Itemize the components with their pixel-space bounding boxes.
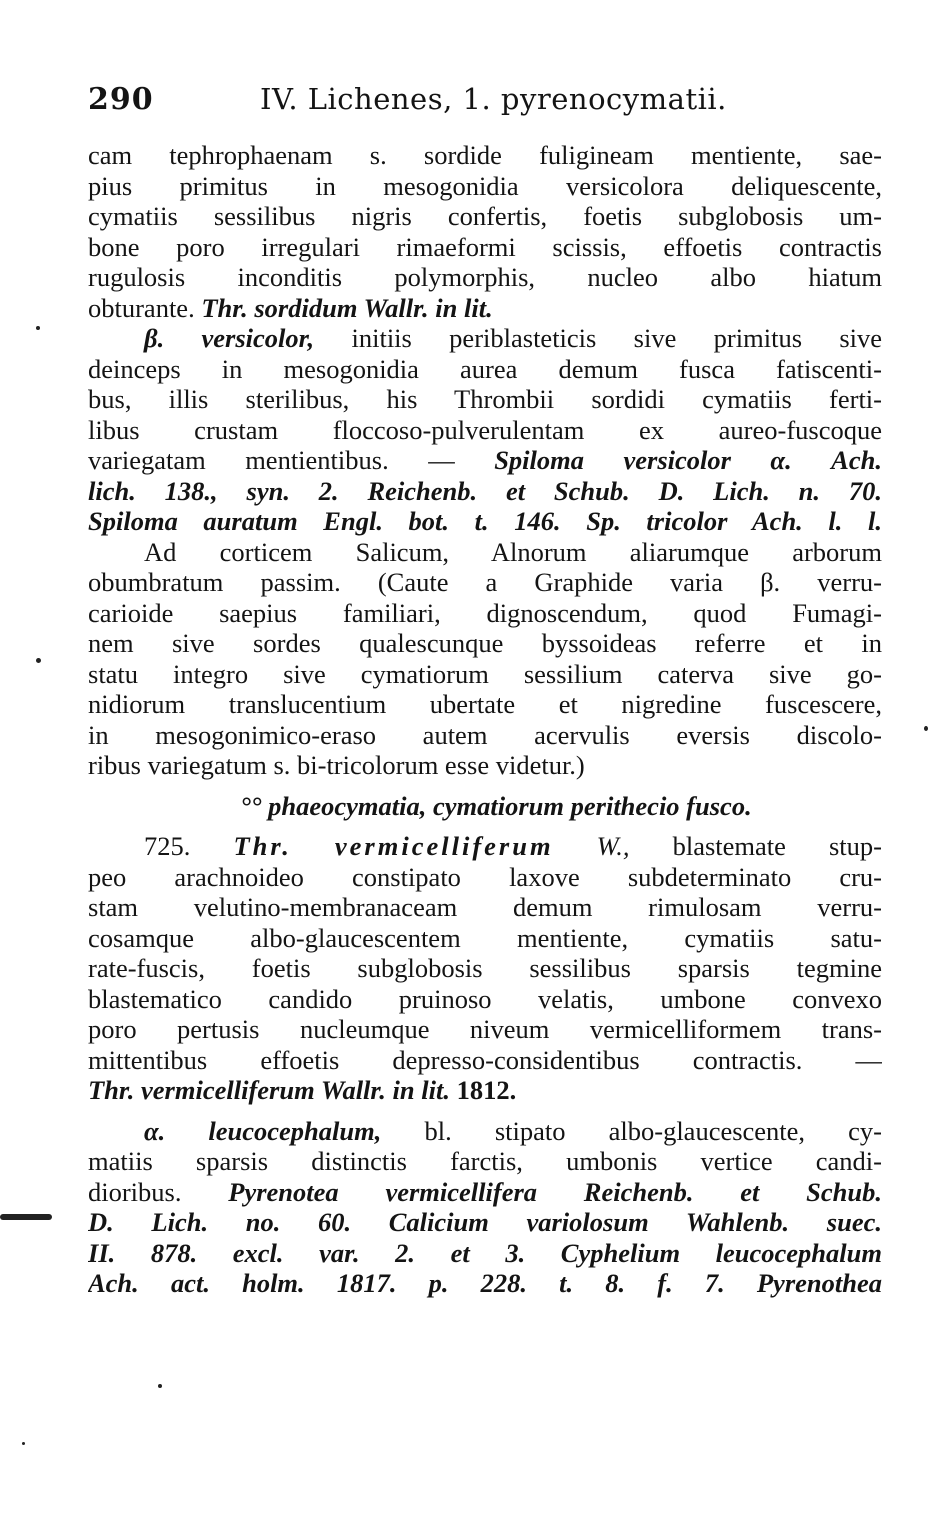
spacer bbox=[88, 821, 882, 831]
variety-name: α. leucocephalum, bbox=[144, 1115, 382, 1146]
text-line: D. Lich. no. 60. Calicium variolosum Wahlenb. suec. bbox=[88, 1207, 882, 1237]
text-line: poro pertusis nucleumque niveum vermicelliformem trans- bbox=[88, 1014, 882, 1044]
citation: Pyrenotea vermicellifera Reichenb. et Schub. bbox=[228, 1176, 882, 1207]
text-line: cymatiis sessilibus nigris confertis, foetis subglobosis um- bbox=[88, 201, 882, 231]
ink-speck bbox=[36, 658, 41, 663]
text-line: carioide saepius familiari, dignoscendum, quod Fumagi- bbox=[88, 597, 882, 628]
text-line bbox=[88, 323, 882, 354]
text-line: mittentibus effoetis depresso-considentibus contractis. — bbox=[88, 1044, 882, 1075]
year: 1812. bbox=[456, 1075, 517, 1105]
spacer bbox=[88, 781, 882, 791]
text-segment: dioribus. bbox=[88, 1176, 182, 1207]
variety-name: versicolor, bbox=[201, 323, 315, 353]
genus-name: Thr. bbox=[233, 831, 292, 861]
ink-speck bbox=[36, 326, 40, 330]
text-line: cosamque albo-glaucescentem mentiente, cymatiis satu- bbox=[88, 922, 882, 953]
citation: Spiloma versicolor α. Ach. bbox=[494, 445, 882, 475]
text-line bbox=[88, 1116, 882, 1147]
paragraph-thr-sordidum bbox=[88, 140, 882, 323]
text-line: blastematico candido pruinoso velatis, umbone convexo bbox=[88, 983, 882, 1014]
text-line: matiis sparsis distinctis farctis, umbonis vertice candi- bbox=[88, 1146, 882, 1176]
paragraph-habitat bbox=[88, 537, 882, 781]
species-name: vermicelliferum bbox=[334, 831, 554, 861]
ink-speck bbox=[158, 1384, 162, 1388]
text-line: Ad corticem Salicum, Alnorum aliarumque arborum bbox=[144, 536, 882, 567]
text-segment: initiis periblasteticis sive primitus sive bbox=[351, 323, 882, 353]
ink-speck bbox=[22, 1442, 25, 1445]
text-segment: blastemate stup- bbox=[672, 831, 882, 861]
spacer bbox=[88, 1106, 882, 1116]
text-line: cam tephrophaenam s. sordide fuligineam mentiente, sae- bbox=[88, 140, 882, 170]
text-line: bone poro irregulari rimaeformi scissis, effoetis contractis bbox=[88, 231, 882, 262]
paragraph-thr-vermicelliferum bbox=[88, 831, 882, 1106]
paragraph-variety-versicolor bbox=[88, 323, 882, 537]
text-line: stam velutino-membranaceam demum rimulosam verru- bbox=[88, 892, 882, 922]
text-line: lich. 138., syn. 2. Reichenb. et Schub. D. Lich. n. 70. bbox=[88, 475, 882, 506]
text-segment: obturante. bbox=[88, 292, 195, 323]
text-line: libus crustam floccoso-pulverulentam ex aureo-fuscoque bbox=[88, 414, 882, 445]
paragraph-variety-leucocephalum bbox=[88, 1116, 882, 1299]
running-title: IV. Lichenes, 1. pyrenocymatii. bbox=[260, 82, 727, 116]
page-body bbox=[88, 140, 882, 1299]
text-line: in mesogonimico-eraso autem acervulis eversis discolo- bbox=[88, 719, 882, 750]
text-line: Ach. act. holm. 1817. p. 228. t. 8. f. 7. Pyrenothea bbox=[88, 1268, 882, 1298]
text-line: deinceps in mesogonidia aurea demum fusca fatiscenti- bbox=[88, 353, 882, 384]
text-line: statu integro sive cymatiorum sessilium caterva sive go- bbox=[88, 658, 882, 689]
ink-speck bbox=[0, 1214, 52, 1220]
text-line bbox=[88, 831, 882, 862]
citation: Thr. vermicelliferum Wallr. in lit. bbox=[88, 1075, 450, 1105]
greek-marker: β. bbox=[144, 323, 165, 353]
text-segment: bl. stipato albo-glaucescente, cy- bbox=[424, 1115, 882, 1146]
page-header bbox=[86, 76, 886, 126]
author-abbrev: W., bbox=[596, 831, 630, 861]
text-line: Spiloma auratum Engl. bot. t. 146. Sp. tricolor Ach. l. l. bbox=[88, 506, 882, 536]
section-heading: °° phaeocymatia, cymatiorum perithecio fusco. bbox=[240, 790, 752, 821]
page-number: 290 bbox=[88, 82, 154, 117]
text-line: peo arachnoideo constipato laxove subdeterminato cru- bbox=[88, 861, 882, 892]
entry-number: 725. bbox=[144, 831, 191, 861]
text-line: pius primitus in mesogonidia versicolora deliquescente, bbox=[88, 170, 882, 201]
text-line: bus, illis sterilibus, his Thrombii sordidi cymatiis ferti- bbox=[88, 384, 882, 414]
ink-speck bbox=[924, 726, 928, 731]
text-line: nidiorum translucentium ubertate et nigredine fuscescere, bbox=[88, 689, 882, 719]
text-line: rate-fuscis, foetis subglobosis sessilibus sparsis tegmine bbox=[88, 953, 882, 983]
text-segment: variegatam mentientibus. — bbox=[88, 445, 455, 475]
text-line: nem sive sordes qualescunque byssoideas referre et in bbox=[88, 628, 882, 658]
text-line bbox=[88, 1177, 882, 1208]
text-line: ribus variegatum s. bi-tricolorum esse videtur.) bbox=[88, 750, 585, 780]
text-line bbox=[88, 1075, 882, 1106]
text-line: II. 878. excl. var. 2. et 3. Cyphelium leucocephalum bbox=[88, 1237, 882, 1268]
text-line bbox=[88, 293, 882, 324]
citation: Thr. sordidum Wallr. in lit. bbox=[201, 292, 493, 323]
text-line bbox=[88, 445, 882, 476]
text-line: obumbratum passim. (Caute a Graphide varia β. verru- bbox=[88, 567, 882, 597]
text-line: rugulosis inconditis polymorphis, nucleo albo hiatum bbox=[88, 262, 882, 292]
